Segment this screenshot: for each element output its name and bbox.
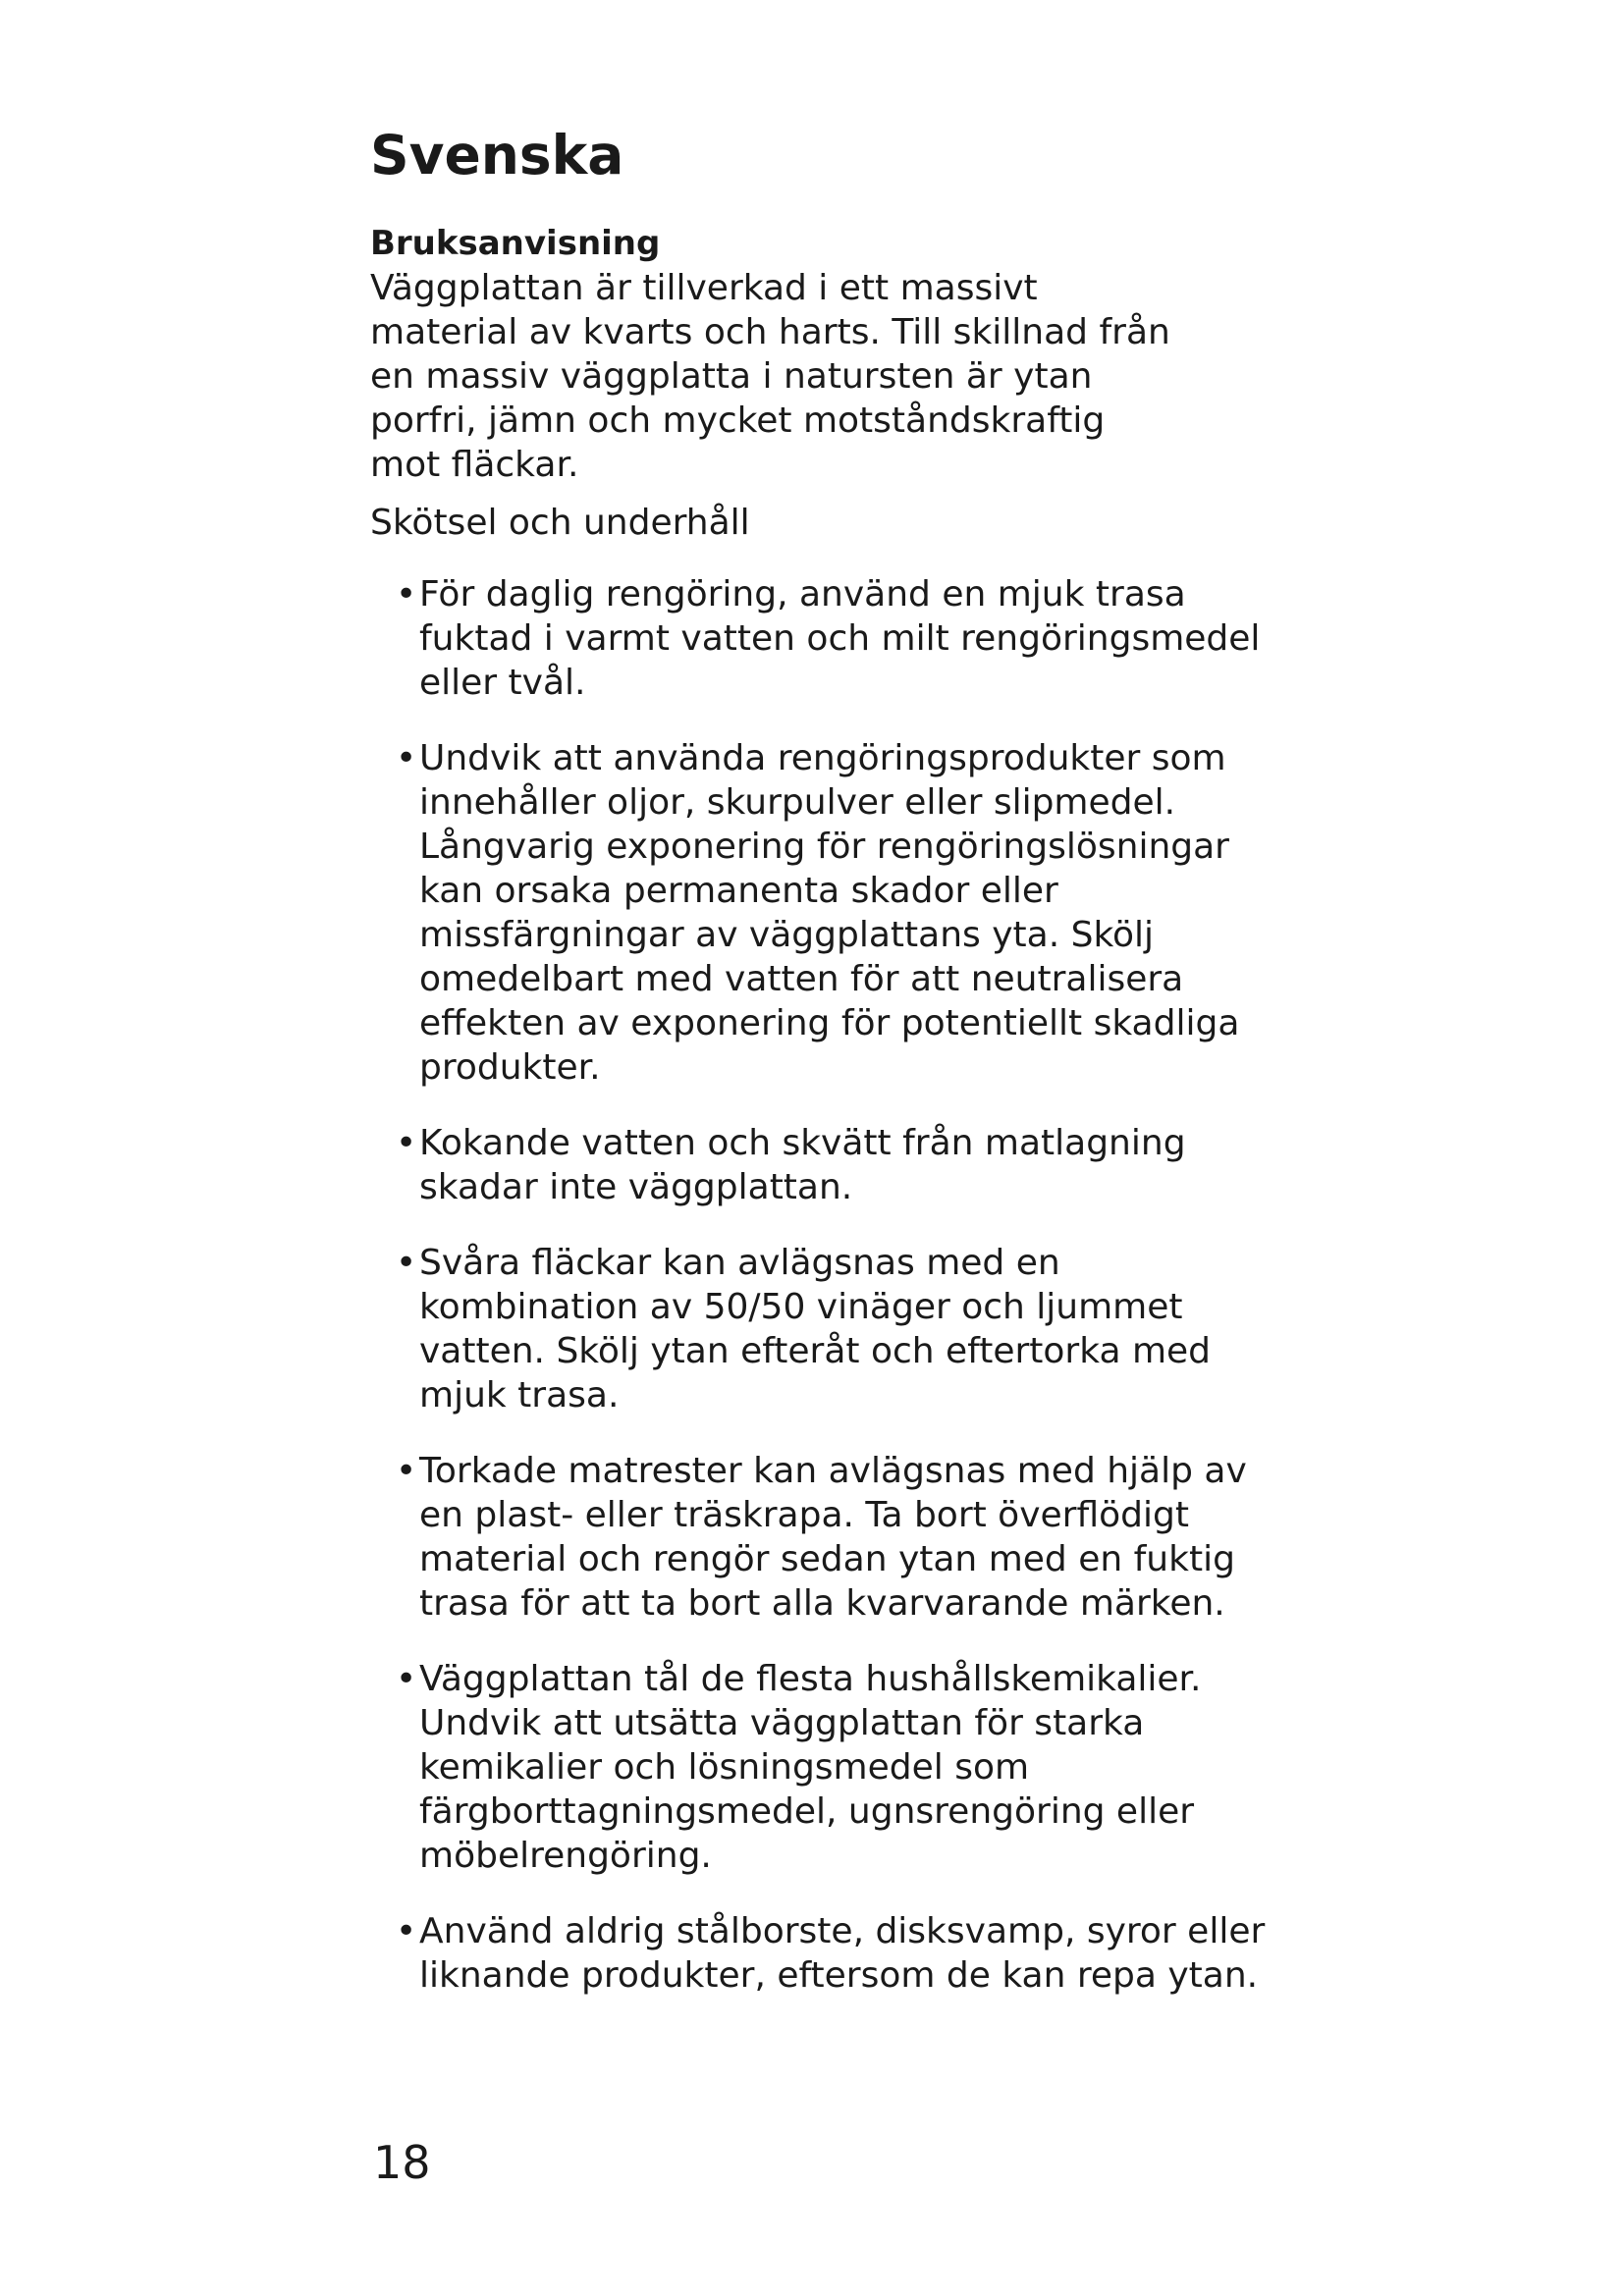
care-tip-7 <box>370 1909 1283 1998</box>
language-title: Svenska <box>370 124 624 187</box>
care-tip-text: Undvik att använda rengöringsprodukter som innehåller oljor, skurpulver eller slipmedel. Långvarig exponering för rengöringslösningar kan orsaka permanenta skador eller missfärgningar av väggplattans yta. Skölj omedelbart med vatten för att neutralisera effekten av exponering för potentiellt skadliga produkter. <box>419 737 1240 1088</box>
care-tip-4 <box>370 1241 1283 1417</box>
care-tip-6 <box>370 1657 1283 1878</box>
care-tip-5 <box>370 1449 1283 1626</box>
bullet-icon: • <box>396 1910 417 1951</box>
care-tip-1 <box>370 572 1283 705</box>
document-page <box>370 126 1283 2029</box>
section-title: Bruksanvisning <box>370 223 661 263</box>
bullet-icon: • <box>396 737 417 778</box>
bullet-icon: • <box>396 1658 417 1699</box>
care-tip-text: Svåra fläckar kan avlägsnas med en kombination av 50/50 vinäger och ljummet vatten. Skölj ytan efteråt och eftertorka med mjuk trasa. <box>419 1242 1212 1415</box>
care-tips-list <box>370 572 1283 1998</box>
bullet-icon: • <box>396 1122 417 1163</box>
care-tip-text: Väggplattan tål de flesta hushållskemikalier. Undvik att utsätta väggplattan för starka kemikalier och lösningsmedel som färgborttagningsmedel, ugnsrengöring eller möbelrengöring. <box>419 1658 1202 1876</box>
care-tip-2 <box>370 736 1283 1090</box>
care-tip-text: Kokande vatten och skvätt från matlagning skadar inte väggplattan. <box>419 1122 1186 1207</box>
care-tip-text: Torkade matrester kan avlägsnas med hjälp av en plast- eller träskrapa. Ta bort överflödigt material och rengör sedan ytan med en fuktig trasa för att ta bort alla kvarvarande märken. <box>419 1450 1247 1624</box>
care-tip-3 <box>370 1121 1283 1209</box>
intro-paragraph: Väggplattan är tillverkad i ett massivt material av kvarts och harts. Till skillnad från en massiv väggplatta i natursten är ytan porfri, jämn och mycket motståndskraftig mot fläckar. <box>370 267 1170 485</box>
page-number: 18 <box>373 2136 431 2189</box>
bullet-icon: • <box>396 1450 417 1491</box>
bullet-icon: • <box>396 573 417 614</box>
bullet-icon: • <box>396 1242 417 1283</box>
care-heading: Skötsel och underhåll <box>370 502 750 543</box>
care-tip-text: Använd aldrig stålborste, disksvamp, syror eller liknande produkter, eftersom de kan repa ytan. <box>419 1910 1266 1996</box>
care-tip-text: För daglig rengöring, använd en mjuk trasa fuktad i varmt vatten och milt rengöringsmedel eller tvål. <box>419 573 1261 703</box>
